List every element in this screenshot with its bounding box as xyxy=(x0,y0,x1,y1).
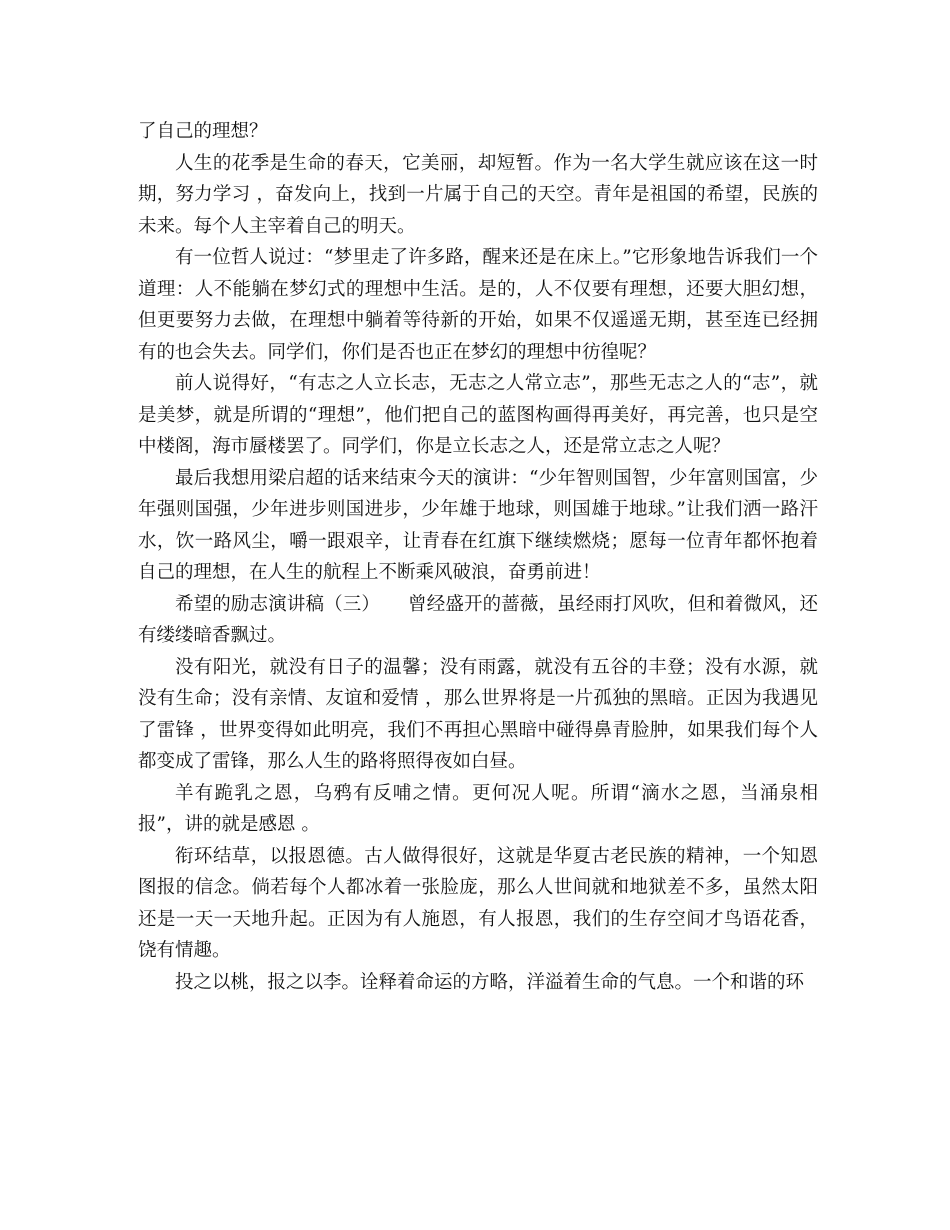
paragraph: 前人说得好，“有志之人立长志，无志之人常立志”，那些无志之人的“志”，就是美梦，就是所谓的“理想”，他们把自己的蓝图构画得再美好，再完善，也只是空中楼阁，海市蜃楼罢了。同学们，你是立长志之人，还是常立志之人呢？ xyxy=(138,373,818,457)
paragraph: 人生的花季是生命的春天，它美丽，却短暂。作为一名大学生就应该在这一时期，努力学习 ，奋发向上，找到一片属于自己的天空。青年是祖国的希望，民族的未来。每个人主宰着自己的明天。 xyxy=(138,152,818,237)
paragraph: 最后我想用梁启超的话来结束今天的演讲：“少年智则国智，少年富则国富，少年强则国强，少年进步则国进步，少年雄于地球，则国雄于地球。”让我们洒一路汗水，饮一路风尘，嚼一跟艰辛，让青春在红旗下继续燃烧；愿每一位青年都怀抱着自己的理想，在人生的航程上不断乘风破浪，奋勇前进！ xyxy=(138,467,818,583)
paragraph: 有一位哲人说过：“梦里走了许多路，醒来还是在床上。”它形象地告诉我们一个道理：人不能躺在梦幻式的理想中生活。是的，人不仅要有理想，还要大胆幻想，但更要努力去做，在理想中躺着等待新的开始，如果不仅遥遥无期，甚至连已经拥有的也会失去。同学们，你们是否也正在梦幻的理想中彷徨呢？ xyxy=(138,247,818,363)
paragraph: 衔环结草，以报恩德。古人做得很好，这就是华夏古老民族的精神，一个知恩图报的信念。倘若每个人都冰着一张脸庞，那么人世间就和地狱差不多，虽然太阳还是一天一天地升起。正因为有人施恩，有人报恩，我们的生存空间才鸟语花香，饶有情趣。 xyxy=(138,845,818,961)
paragraph: 羊有跪乳之恩，乌鸦有反哺之情。更何况人呢。所谓“滴水之恩，当涌泉相报”，讲的就是感恩 。 xyxy=(138,782,818,835)
paragraph-continuation: 了自己的理想？ xyxy=(138,121,268,142)
document-body xyxy=(138,116,818,998)
paragraph: 没有阳光，就没有日子的温馨；没有雨露，就没有五谷的丰登；没有水源，就没有生命；没有亲情、友谊和爱情 ，那么世界将是一片孤独的黑暗。正因为我遇见了雷锋 ，世界变得如此明亮，我们不再担心黑暗中碰得鼻青脸肿，如果我们每个人都变成了雷锋，那么人生的路将照得夜如白昼。 xyxy=(138,656,818,772)
paragraph-truncated: 投之以桃，报之以李。诠释着命运的方略，洋溢着生命的气息。一个和谐的环 xyxy=(175,971,805,993)
section-heading-paragraph: 希望的励志演讲稿（三） 曾经盛开的蔷薇，虽经雨打风吹，但和着微风，还有缕缕暗香飘过。 xyxy=(138,593,818,646)
